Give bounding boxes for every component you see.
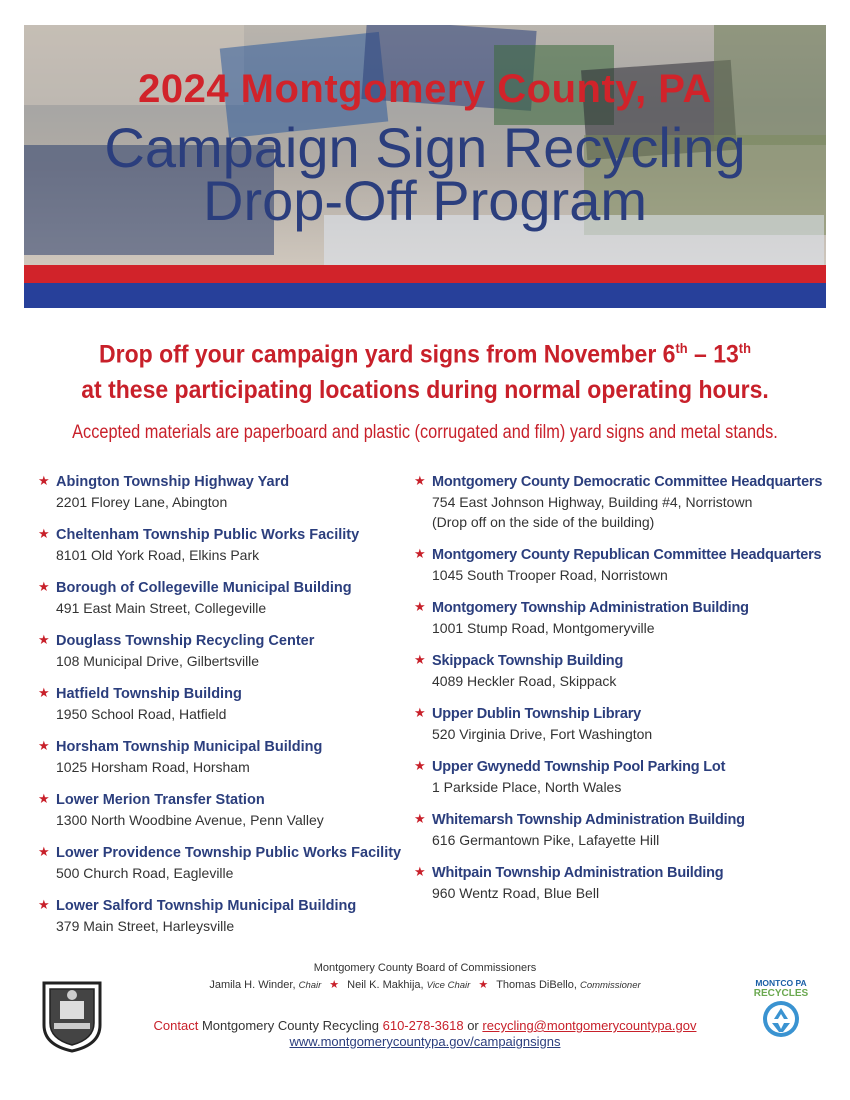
phone-link[interactable]: 610-278-3618 bbox=[382, 1018, 464, 1033]
headline-locations: at these participating locations during normal operating hours. bbox=[81, 376, 769, 404]
star-icon: ★ bbox=[414, 864, 426, 879]
star-icon: ★ bbox=[478, 979, 489, 991]
accepted-materials: Accepted materials are paperboard and plastic (corrugated and film) yard signs and metal stands. bbox=[72, 422, 778, 443]
star-icon: ★ bbox=[414, 599, 426, 614]
location-item: ★ Abington Township Highway Yard 2201 Florey Lane, Abington bbox=[38, 473, 290, 510]
star-icon: ★ bbox=[38, 791, 50, 806]
montco-recycles-logo: MONTCO PA RECYCLES bbox=[746, 978, 816, 1050]
star-icon: ★ bbox=[38, 685, 50, 700]
star-icon: ★ bbox=[414, 705, 426, 720]
location-item: ★ Cheltenham Township Public Works Facility 8101 Old York Road, Elkins Park bbox=[38, 526, 360, 563]
location-item: ★ Borough of Collegeville Municipal Building 491 East Main Street, Collegeville bbox=[38, 579, 352, 616]
location-item: ★ Skippack Township Building 4089 Heckler Road, Skippack bbox=[414, 652, 624, 689]
banner-title-main: Campaign Sign Recycling bbox=[104, 116, 746, 179]
contact-line: Contact Montgomery County Recycling 610-278-3618 or recycling@montgomerycountypa.gov bbox=[153, 1018, 697, 1033]
location-item: ★ Horsham Township Municipal Building 1025 Horsham Road, Horsham bbox=[38, 738, 323, 775]
location-item: ★ Douglass Township Recycling Center 108 Municipal Drive, Gilbertsville bbox=[38, 632, 315, 669]
location-item: ★ Lower Merion Transfer Station 1300 North Woodbine Avenue, Penn Valley bbox=[38, 791, 324, 828]
location-item: ★ Montgomery County Democratic Committee Headquarters 754 East Johnson Highway, Building #4, Norristown (Drop off on the side of the building) bbox=[414, 472, 834, 532]
headline-dates: Drop off your campaign yard signs from November 6th – 13th bbox=[99, 340, 751, 369]
star-icon: ★ bbox=[38, 579, 50, 594]
banner-photo bbox=[24, 25, 826, 265]
star-icon: ★ bbox=[38, 473, 50, 488]
location-item: ★ Whitemarsh Township Administration Building 616 Germantown Pike, Lafayette Hill bbox=[414, 811, 745, 848]
board-of-commissioners: Montgomery County Board of Commissioners bbox=[313, 962, 537, 974]
location-item: ★ Montgomery Township Administration Building 1001 Stump Road, Montgomeryville bbox=[414, 599, 749, 636]
website-link[interactable]: www.montgomerycountypa.gov/campaignsigns bbox=[289, 1034, 561, 1049]
recycle-icon bbox=[758, 999, 804, 1039]
location-note: (Drop off on the side of the building) bbox=[432, 514, 655, 530]
location-item: ★ Montgomery County Republican Committee Headquarters 1045 South Trooper Road, Norristown bbox=[414, 546, 822, 583]
location-item: ★ Whitpain Township Administration Building 960 Wentz Road, Blue Bell bbox=[414, 864, 724, 901]
email-link[interactable]: recycling@montgomerycountypa.gov bbox=[482, 1018, 697, 1033]
location-item: ★ Upper Dublin Township Library 520 Virginia Drive, Fort Washington bbox=[414, 705, 653, 742]
banner-title-sub: Drop-Off Program bbox=[203, 169, 647, 232]
star-icon: ★ bbox=[38, 632, 50, 647]
star-icon: ★ bbox=[38, 844, 50, 859]
red-stripe bbox=[24, 265, 826, 283]
star-icon: ★ bbox=[329, 979, 340, 991]
star-icon: ★ bbox=[38, 526, 50, 541]
star-icon: ★ bbox=[38, 738, 50, 753]
location-item: ★ Lower Providence Township Public Works Facility 500 Church Road, Eagleville bbox=[38, 844, 402, 881]
locations-right-column bbox=[414, 472, 834, 916]
commissioners-list: Jamila H. Winder, Chair ★ Neil K. Makhija, Vice Chair ★ Thomas DiBello, Commissioner bbox=[209, 979, 641, 991]
location-item: ★ Hatfield Township Building 1950 School Road, Hatfield bbox=[38, 685, 242, 722]
banner-title-year: 2024 Montgomery County, PA bbox=[138, 67, 712, 111]
star-icon: ★ bbox=[414, 652, 426, 667]
locations-left-column bbox=[38, 472, 408, 949]
star-icon: ★ bbox=[414, 758, 426, 773]
star-icon: ★ bbox=[414, 546, 426, 561]
location-item: ★ Upper Gwynedd Township Pool Parking Lot 1 Parkside Place, North Wales bbox=[414, 758, 726, 795]
star-icon: ★ bbox=[414, 473, 426, 488]
star-icon: ★ bbox=[414, 811, 426, 826]
location-item: ★ Lower Salford Township Municipal Building 379 Main Street, Harleysville bbox=[38, 897, 357, 934]
star-icon: ★ bbox=[38, 897, 50, 912]
blue-stripe bbox=[24, 283, 826, 308]
